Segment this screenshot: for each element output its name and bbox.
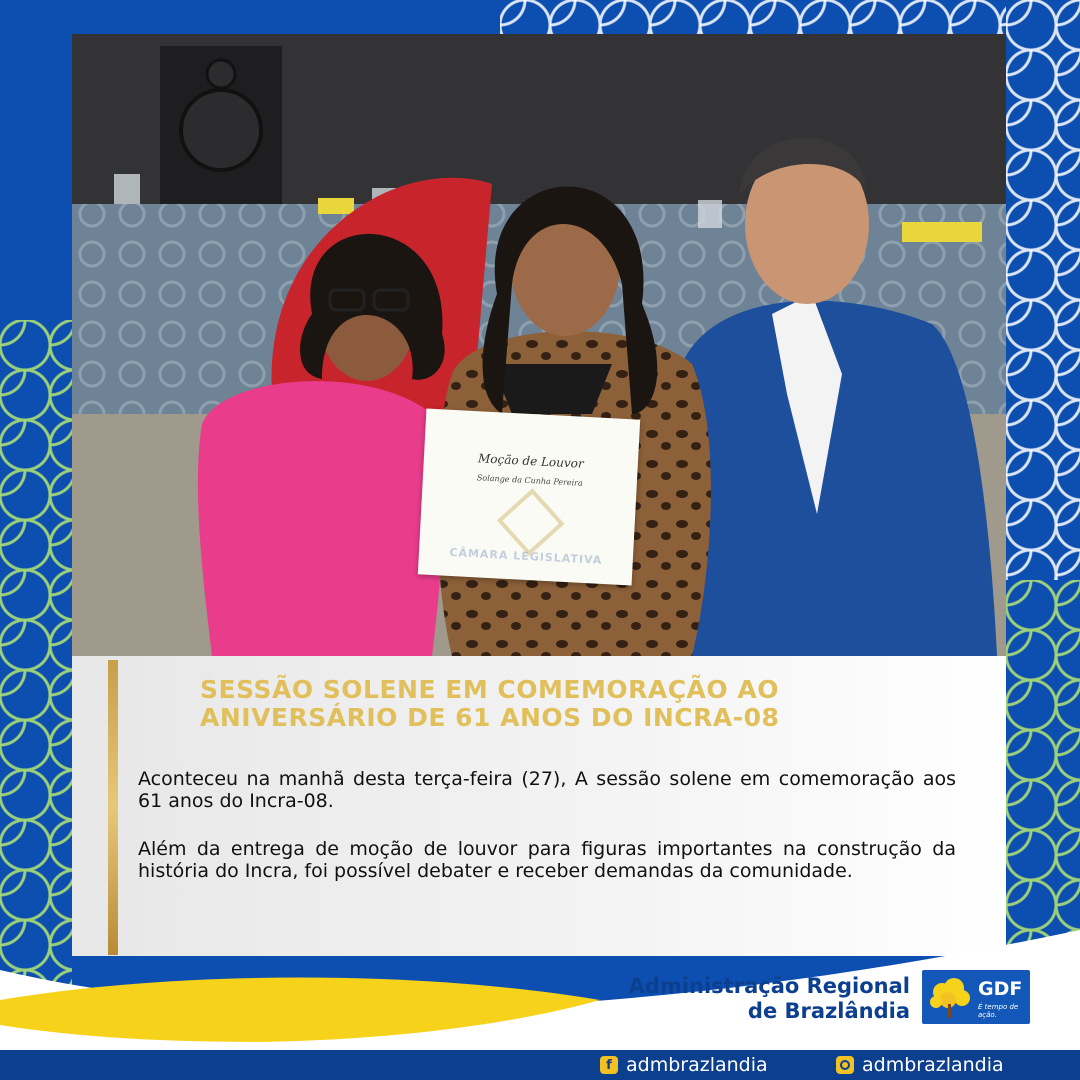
gdf-label: GDF	[978, 978, 1023, 1000]
ipe-tree-icon	[924, 970, 976, 1024]
organization-name-line-1: Administração Regional	[628, 974, 910, 998]
certificate-emblem	[497, 488, 565, 556]
certificate-recipient: Solange da Cunha Pereira	[476, 473, 584, 488]
person-right-suit	[672, 301, 997, 656]
certificate-footer: CÂMARA LEGISLATIVA	[449, 545, 603, 567]
paragraph-2: Além da entrega de moção de louvor para figuras importantes na construção da história do Incra, foi possível debater e receber demandas da comunidade.	[138, 838, 956, 882]
facebook-icon: f	[600, 1056, 618, 1074]
headline-line-1: SESSÃO SOLENE EM COMEMORAÇÃO AO	[200, 675, 779, 704]
headline-line-2: ANIVERSÁRIO DE 61 ANOS DO INCRA-08	[200, 703, 780, 732]
social-facebook[interactable]	[600, 1054, 768, 1076]
gdf-slogan: É tempo de ação.	[978, 1003, 1019, 1019]
paragraph-1: Aconteceu na manhã desta terça-feira (27), A sessão solene em comemoração aos 61 anos do Incra-08.	[138, 768, 956, 812]
social-instagram[interactable]	[836, 1054, 1004, 1076]
event-photo	[72, 34, 1006, 656]
certificate	[418, 409, 640, 586]
decorative-pattern-right-green	[1006, 580, 1080, 960]
headline	[200, 676, 920, 732]
gdf-logo	[920, 968, 1032, 1026]
gold-accent-bar	[108, 660, 118, 955]
facebook-handle: admbrazlandia	[626, 1054, 768, 1076]
certificate-title: Moção de Louvor	[477, 451, 585, 471]
person-left-shirt	[198, 381, 444, 656]
organization-name	[600, 974, 910, 1024]
instagram-handle: admbrazlandia	[862, 1054, 1004, 1076]
organization-name-line-2: de Brazlândia	[747, 999, 910, 1023]
instagram-icon	[836, 1056, 854, 1074]
